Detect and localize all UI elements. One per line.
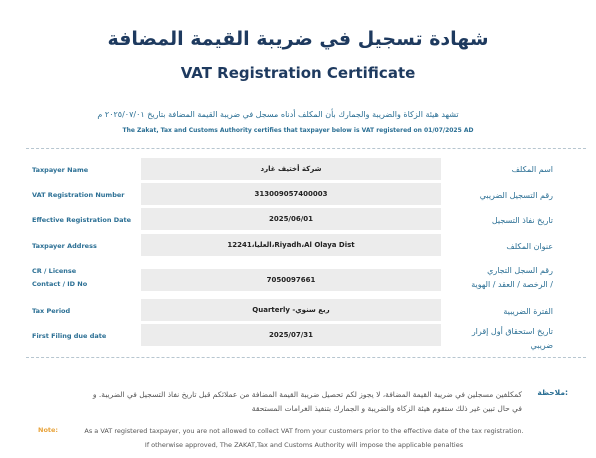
- first-filing-value: 2025/07/31: [141, 324, 441, 346]
- taxpayer-name-label-ar: اسم المكلف: [511, 165, 553, 174]
- cr-license-label-ar-2: / الرخصة / العقد / الهوية: [471, 280, 553, 289]
- title-english: VAT Registration Certificate: [180, 64, 416, 82]
- cr-license-label-en-1: CR / License: [32, 267, 77, 275]
- vat-number-label-en: VAT Registration Number: [32, 191, 125, 199]
- effective-date-value: 2025/06/01: [141, 208, 441, 230]
- intro-english: The Zakat, Tax and Customs Authority certifies that taxpayer below is VAT registered on 01/07/2025 AD: [122, 127, 474, 134]
- taxpayer-name-label-en: Taxpayer Name: [32, 166, 89, 174]
- first-filing-label-en: First Filing due date: [32, 332, 107, 340]
- note-label-english: Note:: [38, 426, 59, 434]
- effective-date-label-ar: تاريخ نفاذ التسجيل: [491, 216, 553, 225]
- first-filing-label-ar-1: تاريخ استحقاق أول إقرار: [471, 327, 553, 336]
- divider-bottom: [26, 357, 586, 358]
- cr-license-value: 7050097661: [141, 269, 441, 291]
- divider-top: [26, 148, 586, 149]
- vat-number-label-ar: رقم التسجيل الضريبي: [479, 191, 553, 200]
- address-label-ar: عنوان المكلف: [506, 242, 553, 251]
- address-label-en: Taxpayer Address: [32, 242, 97, 250]
- taxpayer-name-value: شركة أختيف غارد: [141, 158, 441, 180]
- note-label-arabic: ملاحظة:: [537, 388, 568, 397]
- cr-license-label-ar-1: رقم السجل التجاري: [487, 266, 553, 275]
- vat-number-value: 313009057400003: [141, 183, 441, 205]
- tax-period-value: ربع سنوي- Quarterly: [141, 299, 441, 321]
- note-text-arabic: كمكلفين مسجلين في ضريبة القيمة المضافة، لا يجوز لكم تحصيل ضريبة القيمة المضافة من عملائكم قبل تاريخ نفاذ التسجيل في الضريبة. و في حال تبين غير ذلك ستقوم هيئة الزكاة والضريبة و الجمارك بتنفيذ الغرامات المستحقة: [92, 390, 522, 413]
- cr-license-label-en-2: Contact / ID No: [32, 280, 88, 288]
- first-filing-label-ar-2: ضريبي: [530, 341, 553, 350]
- title-arabic: شهادة تسجيل في ضريبة القيمة المضافة: [107, 28, 489, 50]
- tax-period-label-en: Tax Period: [32, 307, 71, 315]
- note-text-english: As a VAT registered taxpayer, you are not allowed to collect VAT from your customers prior to the effective date of the tax registration. If otherwise approved, The ZAKAT,Tax and Customs Authority will impose the applicable penalties: [84, 427, 524, 449]
- address-value: 12241،العليا،Riyadh،Al Olaya Dist: [141, 234, 441, 256]
- effective-date-label-en: Effective Registration Date: [32, 216, 132, 224]
- tax-period-label-ar: الفترة الضريبية: [503, 307, 553, 316]
- intro-arabic: تشهد هيئة الزكاة والضريبة والجمارك بأن المكلف أدناه مسجل في ضريبة القيمة المضافة بتاريخ ٢٠٢٥/٠٧/٠١ م: [97, 110, 459, 119]
